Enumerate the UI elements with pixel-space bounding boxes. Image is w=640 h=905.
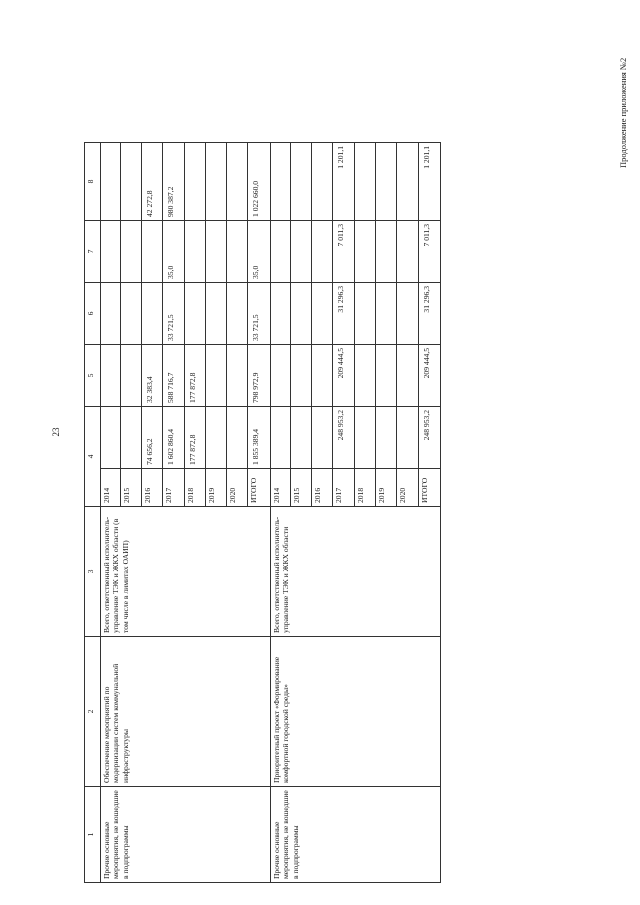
value-cell-c4: 1 602 860,4: [163, 406, 184, 468]
value-cell-c7: [205, 220, 226, 282]
year-cell: ИТОГО: [418, 469, 440, 507]
value-cell-c5: 209 444,5: [418, 344, 440, 406]
value-cell-c6: [290, 282, 311, 344]
value-cell-c5: [120, 344, 141, 406]
value-cell-c8: 1 022 660,0: [248, 142, 270, 220]
year-cell: 2018: [354, 469, 375, 507]
value-cell-c5: 798 972,9: [248, 344, 270, 406]
value-cell-c4: [397, 406, 418, 468]
value-cell-c5: 177 872,8: [184, 344, 205, 406]
section-2-col2: Приоритетный проект «Формирование комфортной городской среды»: [270, 637, 440, 787]
value-cell-c4: 74 656,2: [142, 406, 163, 468]
value-cell-c5: 588 716,7: [163, 344, 184, 406]
header-col-6: 6: [85, 282, 101, 344]
year-cell: 2016: [312, 469, 333, 507]
header-col-2: 2: [85, 637, 101, 787]
rotated-table-container: [84, 143, 441, 883]
section-2-col1: Прочие основные мероприятия, не вошедшие в подпрограммы: [270, 787, 440, 883]
year-cell: 2014: [100, 469, 120, 507]
value-cell-c5: [354, 344, 375, 406]
value-cell-c4: [227, 406, 248, 468]
value-cell-c8: 1 201,1: [333, 142, 354, 220]
table-row: [100, 142, 120, 882]
header-col-4: 4: [85, 406, 101, 506]
value-cell-c6: [270, 282, 290, 344]
value-cell-c7: [270, 220, 290, 282]
year-cell: 2019: [375, 469, 396, 507]
year-cell: 2016: [142, 469, 163, 507]
value-cell-c6: 33 721,5: [163, 282, 184, 344]
value-cell-c8: [354, 142, 375, 220]
value-cell-c7: [354, 220, 375, 282]
value-cell-c4: [375, 406, 396, 468]
header-col-3: 3: [85, 507, 101, 637]
value-cell-c4: 1 855 389,4: [248, 406, 270, 468]
value-cell-c7: [312, 220, 333, 282]
section-1-col1: Прочие основные мероприятия, не вошедшие в подпрограммы: [100, 787, 270, 883]
value-cell-c7: 7 011,3: [333, 220, 354, 282]
year-cell: ИТОГО: [248, 469, 270, 507]
continuation-note: Продолжение приложения №2: [618, 57, 628, 168]
value-cell-c6: [142, 282, 163, 344]
value-cell-c7: [100, 220, 120, 282]
value-cell-c8: [227, 142, 248, 220]
value-cell-c5: 32 383,4: [142, 344, 163, 406]
value-cell-c6: [100, 282, 120, 344]
value-cell-c5: [205, 344, 226, 406]
value-cell-c7: [227, 220, 248, 282]
year-cell: 2020: [227, 469, 248, 507]
value-cell-c6: [227, 282, 248, 344]
value-cell-c7: [184, 220, 205, 282]
value-cell-c8: 980 387,2: [163, 142, 184, 220]
header-col-5: 5: [85, 344, 101, 406]
value-cell-c6: [205, 282, 226, 344]
value-cell-c8: [270, 142, 290, 220]
year-cell: 2014: [270, 469, 290, 507]
value-cell-c8: [100, 142, 120, 220]
value-cell-c8: 1 201,1: [418, 142, 440, 220]
value-cell-c8: [397, 142, 418, 220]
header-row: [85, 142, 101, 882]
value-cell-c6: [375, 282, 396, 344]
value-cell-c6: [184, 282, 205, 344]
value-cell-c8: [120, 142, 141, 220]
value-cell-c4: 248 953,2: [333, 406, 354, 468]
header-col-7: 7: [85, 220, 101, 282]
value-cell-c4: [120, 406, 141, 468]
value-cell-c5: 209 444,5: [333, 344, 354, 406]
value-cell-c7: [375, 220, 396, 282]
year-cell: 2018: [184, 469, 205, 507]
value-cell-c4: [100, 406, 120, 468]
value-cell-c6: [120, 282, 141, 344]
value-cell-c4: [290, 406, 311, 468]
value-cell-c4: [312, 406, 333, 468]
value-cell-c4: 248 953,2: [418, 406, 440, 468]
value-cell-c5: [397, 344, 418, 406]
value-cell-c5: [270, 344, 290, 406]
value-cell-c5: [312, 344, 333, 406]
program-budget-table: [84, 142, 441, 883]
header-col-1: 1: [85, 787, 101, 883]
value-cell-c8: 42 272,8: [142, 142, 163, 220]
header-col-8: 8: [85, 142, 101, 220]
value-cell-c6: [312, 282, 333, 344]
year-cell: 2017: [333, 469, 354, 507]
value-cell-c7: [120, 220, 141, 282]
value-cell-c6: 31 296,3: [333, 282, 354, 344]
value-cell-c7: [290, 220, 311, 282]
value-cell-c8: [312, 142, 333, 220]
value-cell-c7: 35,0: [248, 220, 270, 282]
value-cell-c8: [375, 142, 396, 220]
value-cell-c8: [205, 142, 226, 220]
value-cell-c4: [270, 406, 290, 468]
year-cell: 2017: [163, 469, 184, 507]
year-cell: 2015: [120, 469, 141, 507]
value-cell-c6: 31 296,3: [418, 282, 440, 344]
section-1-col3: Всего, ответственный исполнитель- управление ТЭК и ЖКХ области (в том числе в лимитах ОАИП): [100, 507, 270, 637]
value-cell-c5: [100, 344, 120, 406]
value-cell-c6: [397, 282, 418, 344]
value-cell-c7: 7 011,3: [418, 220, 440, 282]
value-cell-c7: [397, 220, 418, 282]
section-1-col2: Обеспечение мероприятий по модернизации систем коммунальной инфраструктуры: [100, 637, 270, 787]
table-row: [270, 142, 290, 882]
value-cell-c6: [354, 282, 375, 344]
value-cell-c4: [205, 406, 226, 468]
page-number: 23: [51, 427, 61, 437]
value-cell-c7: [142, 220, 163, 282]
year-cell: 2020: [397, 469, 418, 507]
value-cell-c8: [290, 142, 311, 220]
value-cell-c8: [184, 142, 205, 220]
value-cell-c7: 35,0: [163, 220, 184, 282]
value-cell-c4: [354, 406, 375, 468]
value-cell-c5: [375, 344, 396, 406]
value-cell-c4: 177 872,8: [184, 406, 205, 468]
value-cell-c5: [227, 344, 248, 406]
section-2-col3: Всего, ответственный исполнитель- управление ТЭК и ЖКХ области: [270, 507, 440, 637]
year-cell: 2015: [290, 469, 311, 507]
value-cell-c5: [290, 344, 311, 406]
value-cell-c6: 33 721,5: [248, 282, 270, 344]
year-cell: 2019: [205, 469, 226, 507]
